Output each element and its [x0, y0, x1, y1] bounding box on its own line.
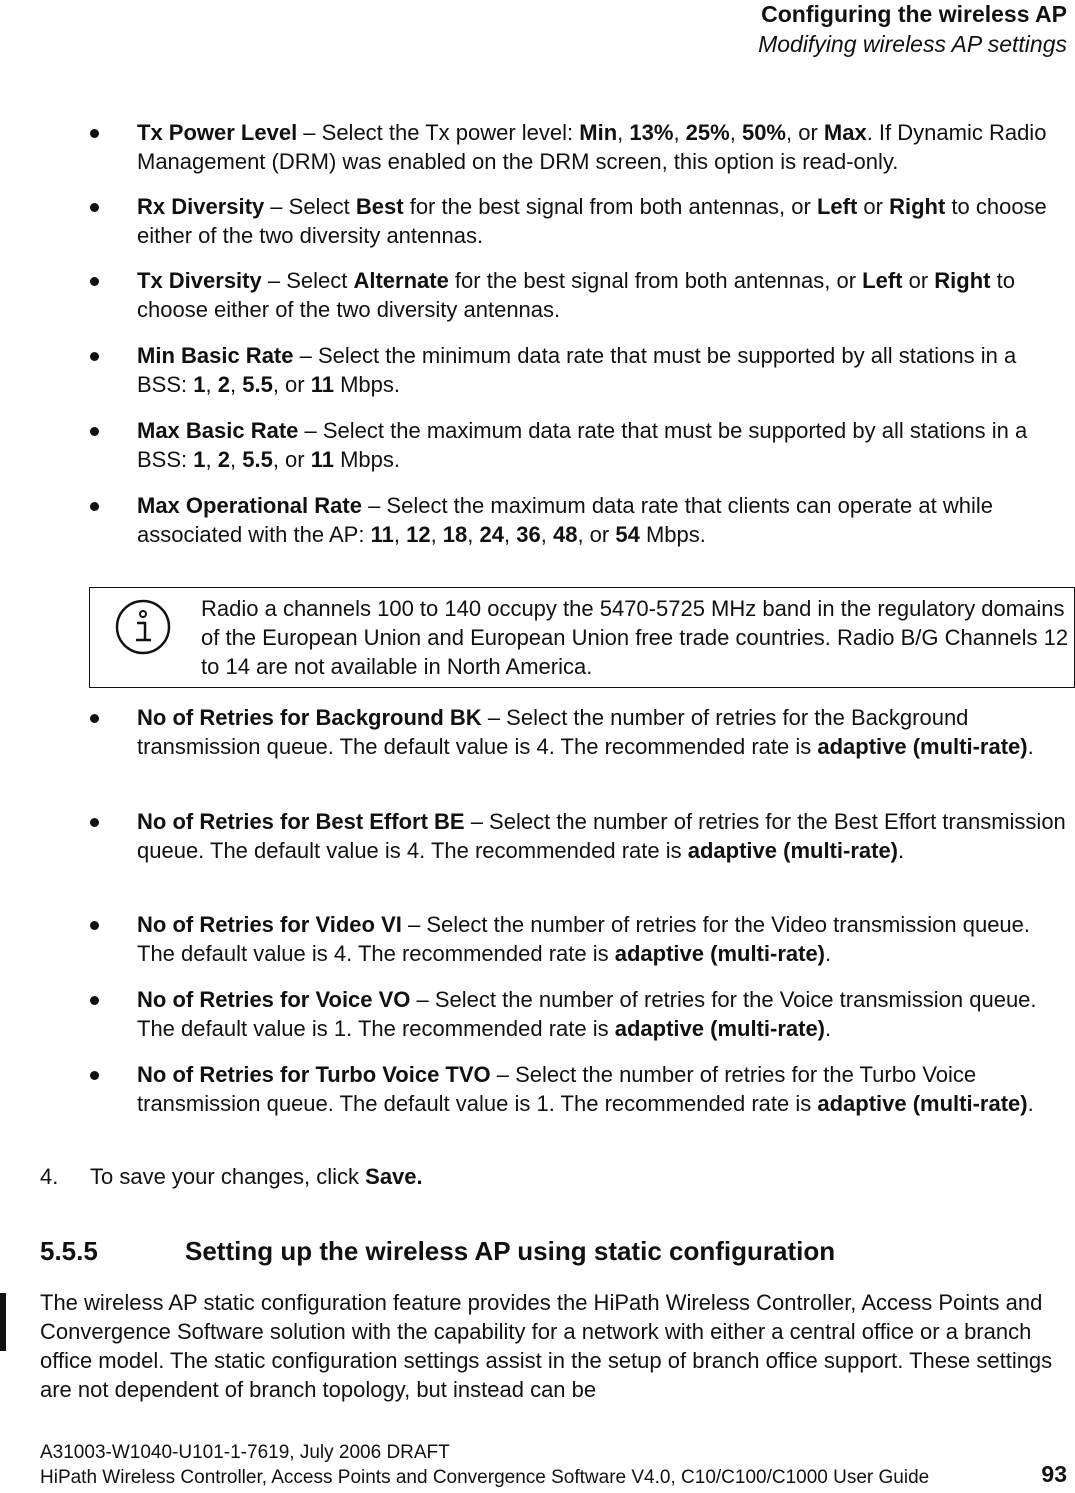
bold-term: Left — [816, 194, 858, 219]
note-text: Radio a channels 100 to 140 occupy the 5470-5725 MHz band in the regulatory domains of the European Union and European Union free trade countries. Radio B/G Channels 12 to 14 are not available in North America. — [201, 596, 1069, 679]
bold-term: 24 — [479, 522, 504, 547]
bold-term: Max Basic Rate — [137, 418, 299, 443]
footer-doc-title: HiPath Wireless Controller, Access Points and Convergence Software V4.0, C10/C100/C1000 User Guide — [40, 1467, 930, 1488]
list-item-text: No of Retries for Voice VO – Select the number of retries for the Voice transmission queue. The default value is 1. The recommended rate is adaptive (multi-rate). — [137, 987, 1037, 1041]
bullet-icon — [90, 996, 99, 1005]
bold-term: Right — [934, 268, 991, 293]
bullet-icon — [90, 203, 99, 212]
list-item-text: Max Basic Rate – Select the maximum data rate that must be supported by all stations in a BSS: 1, 2, 5.5, or 11 Mbps. — [137, 418, 1028, 472]
step-text-plain: To save your changes, click — [90, 1164, 366, 1189]
bold-term: No of Retries for Voice VO — [137, 987, 411, 1012]
footer-doc-id: A31003-W1040-U101-1-7619, July 2006 DRAFT — [40, 1442, 450, 1463]
note-box — [89, 587, 1075, 688]
bold-term: No of Retries for Turbo Voice TVO — [137, 1062, 491, 1087]
bold-term: Best — [355, 194, 404, 219]
bullet-icon — [90, 714, 99, 723]
running-header-subtitle: Modifying wireless AP settings — [758, 31, 1067, 57]
bold-term: adaptive (multi-rate) — [614, 1016, 826, 1041]
bold-term: No of Retries for Best Effort BE — [137, 809, 465, 834]
bold-term: 5.5 — [242, 372, 273, 397]
bold-term: 48 — [552, 522, 578, 547]
bold-term: 1 — [193, 447, 206, 472]
change-bar — [0, 1293, 6, 1351]
bold-term: Rx Diversity — [137, 194, 265, 219]
bold-term: 12 — [406, 522, 431, 547]
bold-term: 18 — [442, 522, 468, 547]
bullet-icon — [90, 1071, 99, 1080]
bold-term: 50% — [741, 120, 786, 145]
bold-term: 36 — [516, 522, 541, 547]
bullet-icon — [90, 352, 99, 361]
list-item-text: Min Basic Rate – Select the minimum data rate that must be supported by all stations in a BSS: 1, 2, 5.5, or 11 Mbps. — [137, 343, 1017, 397]
bold-term: Min — [579, 120, 618, 145]
bold-term: 2 — [217, 372, 230, 397]
list-item-text: Tx Power Level – Select the Tx power level: Min, 13%, 25%, 50%, or Max. If Dynamic Radio Management (DRM) was enabled on the DRM screen, this option is read-only. — [137, 120, 1047, 174]
bold-term: 54 — [615, 522, 640, 547]
bullet-icon — [90, 427, 99, 436]
bullet-icon — [90, 921, 99, 930]
bold-term: Right — [889, 194, 946, 219]
step-number: 4. — [40, 1164, 59, 1189]
bold-term: Alternate — [353, 268, 449, 293]
bold-term: adaptive (multi-rate) — [614, 941, 826, 966]
list-item-text: No of Retries for Best Effort BE – Select the number of retries for the Best Effort transmission queue. The default value is 4. The recommended rate is adaptive (multi-rate). — [137, 809, 1066, 863]
bold-term: Left — [862, 268, 903, 293]
bold-term: No of Retries for Video VI — [137, 912, 402, 937]
step-text — [90, 1162, 423, 1191]
bold-term: Min Basic Rate — [137, 343, 294, 368]
list-item-text: Rx Diversity – Select Best for the best signal from both antennas, or Left or Right to choose either of the two diversity antennas. — [137, 194, 1047, 248]
list-item-text: No of Retries for Turbo Voice TVO – Select the number of retries for the Turbo Voice transmission queue. The default value is 1. The recommended rate is adaptive (multi-rate). — [137, 1062, 1034, 1116]
bold-term: 1 — [193, 372, 206, 397]
list-item-text: No of Retries for Background BK – Select the number of retries for the Background transmission queue. The default value is 4. The recommended rate is adaptive (multi-rate). — [137, 705, 1034, 759]
bold-term: Max — [823, 120, 867, 145]
list-item-text: Tx Diversity – Select Alternate for the best signal from both antennas, or Left or Right to choose either of the two diversity antennas. — [137, 268, 1015, 322]
bold-term: 11 — [310, 447, 334, 472]
bullet-icon — [90, 502, 99, 511]
bold-term: Tx Power Level — [137, 120, 298, 145]
bold-term: 11 — [370, 522, 394, 547]
step-text-bold: Save. — [365, 1164, 423, 1189]
running-header-title: Configuring the wireless AP — [761, 1, 1067, 27]
bold-term: 13% — [629, 120, 674, 145]
bold-term: No of Retries for Background BK — [137, 705, 482, 730]
body-paragraph: The wireless AP static configuration feature provides the HiPath Wireless Controller, Access Points and Convergence Software solution with the capability for a network with either a central office or a branch office model. The static configuration settings assist in the setup of branch office support. These settings are not dependent of branch topology, but instead can be — [40, 1290, 1053, 1402]
section-title: Setting up the wireless AP using static configuration — [185, 1236, 836, 1266]
bold-term: adaptive (multi-rate) — [817, 734, 1028, 759]
bold-term: 5.5 — [242, 447, 273, 472]
info-icon — [114, 598, 172, 661]
bullet-icon — [90, 129, 99, 138]
bold-term: Max Operational Rate — [137, 493, 362, 518]
bold-term: Tx Diversity — [137, 268, 262, 293]
bold-term: adaptive (multi-rate) — [687, 838, 899, 863]
bold-term: 2 — [217, 447, 230, 472]
section-number: 5.5.5 — [40, 1236, 98, 1266]
bold-term: 11 — [310, 372, 334, 397]
page-number: 93 — [1041, 1461, 1067, 1487]
bullet-icon — [90, 277, 99, 286]
bullet-icon — [90, 818, 99, 827]
bold-term: adaptive (multi-rate) — [817, 1091, 1028, 1116]
bold-term: 25% — [685, 120, 730, 145]
list-item-text: No of Retries for Video VI – Select the number of retries for the Video transmission queue. The default value is 4. The recommended rate is adaptive (multi-rate). — [137, 912, 1031, 966]
list-item-text: Max Operational Rate – Select the maximum data rate that clients can operate at while associated with the AP: 11, 12, 18, 24, 36, 48, or 54 Mbps. — [137, 493, 993, 547]
